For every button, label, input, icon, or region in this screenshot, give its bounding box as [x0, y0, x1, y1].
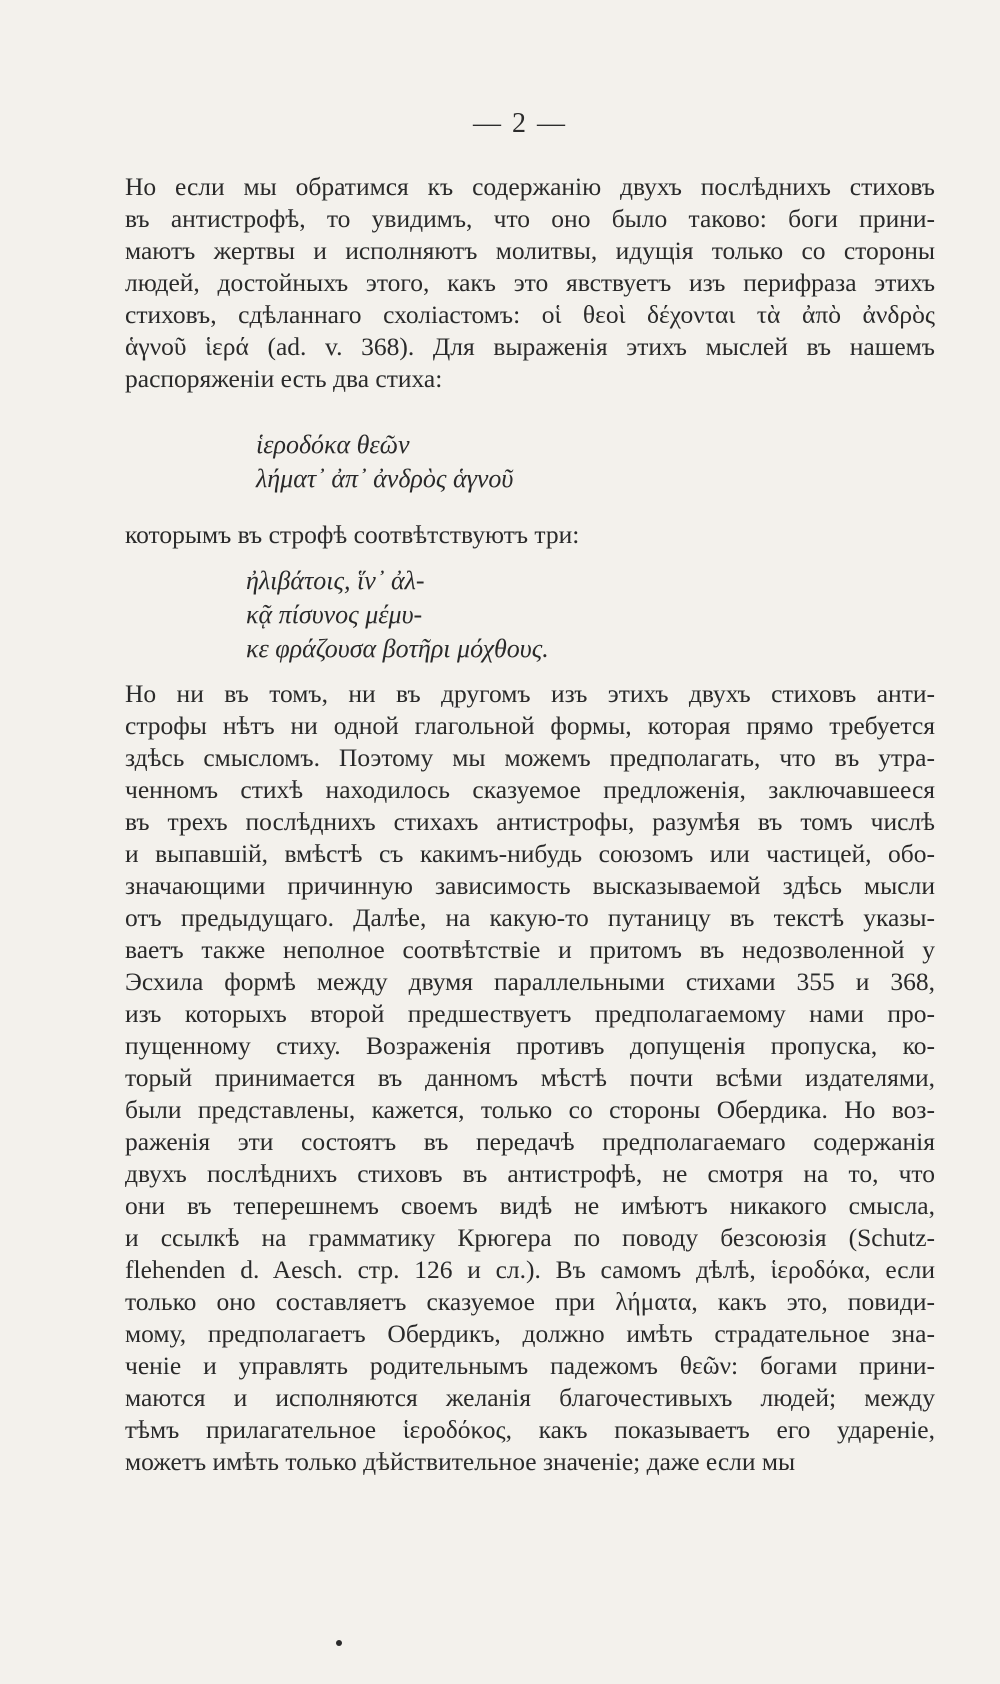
text-line: маютъ жертвы и исполняютъ молитвы, идущія только со стороны: [125, 236, 935, 265]
text-line: тѣмъ прилагательное ἱεροδόκος, какъ показываетъ его удареніе,: [125, 1415, 935, 1444]
paragraph-1: [125, 171, 935, 395]
text-line: двухъ послѣднихъ стиховъ въ антистрофѣ, не смотря на то, что: [125, 1159, 935, 1188]
paragraph-3: [125, 678, 935, 1478]
text-line: ваетъ также неполное соотвѣтствіе и притомъ въ недозволенной у: [125, 935, 935, 964]
text-line: въ трехъ послѣднихъ стихахъ антистрофы, разумѣя въ томъ числѣ: [125, 807, 935, 836]
text-line: здѣсь смысломъ. Поэтому мы можемъ предполагать, что въ утра-: [125, 743, 935, 772]
text-line: отъ предыдущаго. Далѣе, на какую-то путаницу въ текстѣ указы-: [125, 903, 935, 932]
text-line: людей, достойныхъ этого, какъ это явствуетъ изъ перифраза этихъ: [125, 268, 935, 297]
text-line: стиховъ, сдѣланнаго схоліастомъ: οἱ θεοὶ δέχονται τὰ ἀπὸ ἀνδρὸς: [125, 300, 935, 329]
text-line: строфы нѣтъ ни одной глагольной формы, которая прямо требуется: [125, 711, 935, 740]
text-line: мому, предполагаетъ Обердикъ, должно имѣть страдательное зна-: [125, 1319, 935, 1348]
text-line: пущенному стиху. Возраженія противъ допущенія пропуска, ко-: [125, 1031, 935, 1060]
text-line: можетъ имѣть только дѣйствительное значеніе; даже если мы: [125, 1447, 796, 1476]
ink-dot: [336, 1640, 342, 1646]
text-line: въ антистрофѣ, то увидимъ, что оно было таково: боги прини-: [125, 204, 935, 233]
verse-quote-2: [246, 564, 549, 666]
text-line: торый принимается въ данномъ мѣстѣ почти всѣми издателями,: [125, 1063, 935, 1092]
text-line: и ссылкѣ на грамматику Крюгера по поводу безсоюзія (Schutz-: [125, 1223, 935, 1252]
text-line: κᾷ πίσυνος μέμυ-: [246, 600, 423, 629]
text-line: ἠλιβάτοις, ἵν᾽ ἀλ-: [246, 566, 425, 595]
text-line: только оно составляетъ сказуемое при λήματα, какъ это, повиди-: [125, 1287, 935, 1316]
paragraph-2: [125, 519, 935, 551]
text-line: раженія эти состоятъ въ передачѣ предполагаемаго содержанія: [125, 1127, 935, 1156]
verse-quote-1: [256, 428, 513, 496]
text-line: Но если мы обратимся къ содержанію двухъ послѣднихъ стиховъ: [125, 172, 935, 201]
text-line: λήματ᾽ ἀπ᾽ ἀνδρὸς ἁγνοῦ: [256, 464, 514, 493]
text-line: ченномъ стихѣ находилось сказуемое предложенія, заключавшееся: [125, 775, 935, 804]
text-line: изъ которыхъ второй предшествуетъ предполагаемому нами про-: [125, 999, 935, 1028]
text-line: были представлены, кажется, только со стороны Обердика. Но воз-: [125, 1095, 935, 1124]
text-line: маются и исполняются желанія благочестивыхъ людей; между: [125, 1383, 935, 1412]
text-line: κε φράζουσα βοτῆρι μόχθους.: [246, 634, 549, 663]
text-line: они въ теперешнемъ своемъ видѣ не имѣютъ никакого смысла,: [125, 1191, 935, 1220]
text-line: значающими причинную зависимость высказываемой здѣсь мысли: [125, 871, 935, 900]
text-line: которымъ въ строфѣ соотвѣтствуютъ три:: [125, 520, 580, 549]
page-number: — 2 —: [473, 108, 567, 139]
text-line: ἁγνοῦ ἱερά (ad. v. 368). Для выраженія этихъ мыслей въ нашемъ: [125, 332, 935, 361]
text-line: Но ни въ томъ, ни въ другомъ изъ этихъ двухъ стиховъ анти-: [125, 679, 935, 708]
text-line: Эсхила формѣ между двумя параллельными стихами 355 и 368,: [125, 967, 935, 996]
text-line: ченіе и управлять родительнымъ падежомъ θεῶν: богами прини-: [125, 1351, 935, 1380]
text-line: flehenden d. Aesch. стр. 126 и сл.). Въ самомъ дѣлѣ, ἱεροδόκα, если: [125, 1255, 935, 1284]
text-line: ἱεροδόκα θεῶν: [256, 430, 410, 459]
text-line: распоряженіи есть два стиха:: [125, 364, 443, 393]
text-line: и выпавшій, вмѣстѣ съ какимъ-нибудь союзомъ или частицей, обо-: [125, 839, 935, 868]
